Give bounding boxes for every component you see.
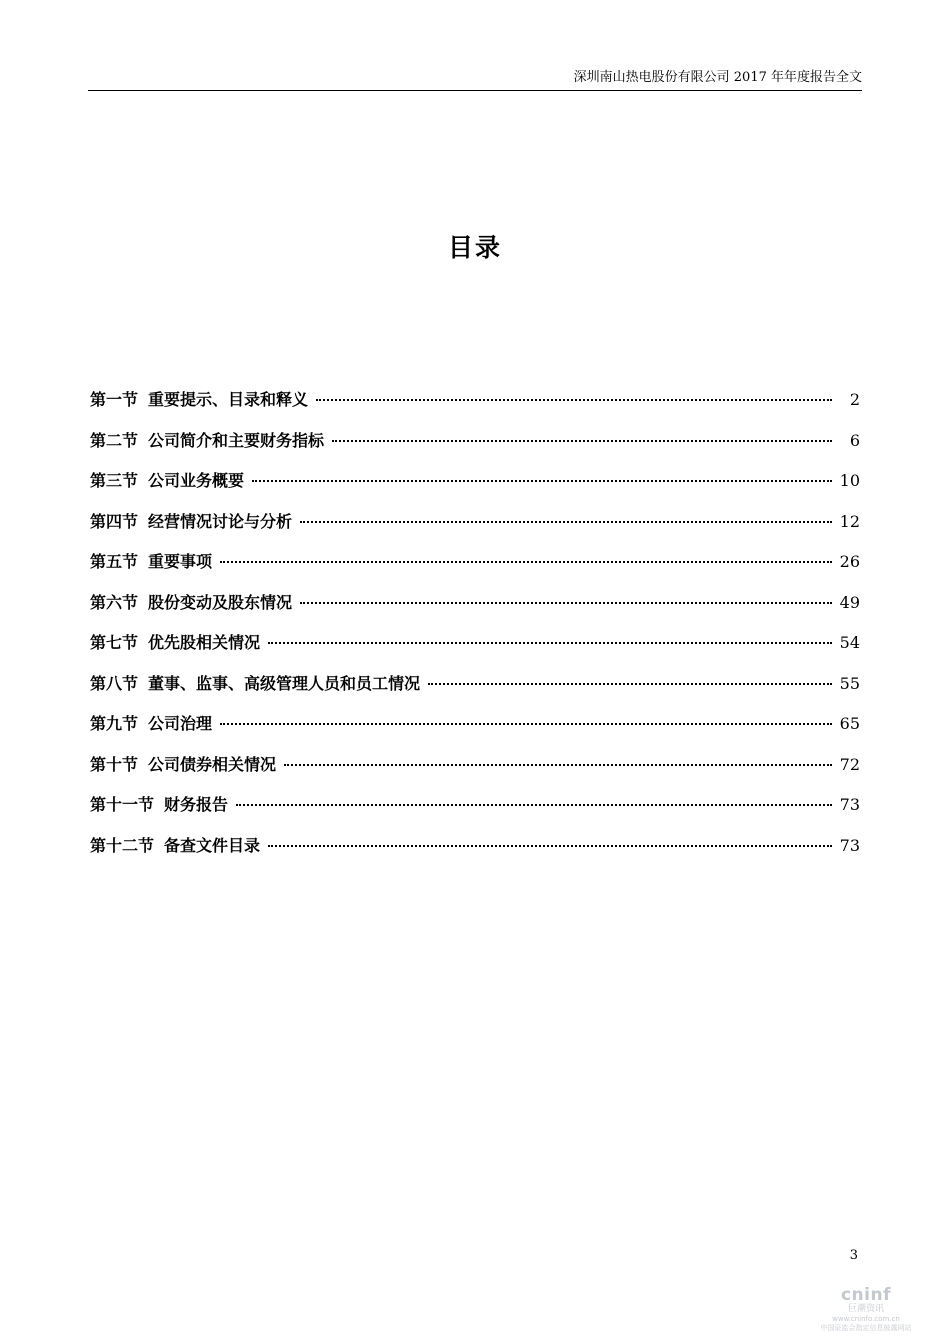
toc-section-title: 重要提示、目录和释义: [148, 390, 309, 409]
toc-section-number: 第十一节: [90, 795, 155, 814]
toc-page-number: 73: [839, 835, 860, 855]
footer-page-number: 3: [849, 1248, 858, 1263]
dot-leader: [300, 521, 832, 523]
toc-section-number: 第三节: [90, 471, 139, 490]
dot-leader: [220, 723, 832, 725]
toc-page-number: 54: [839, 633, 860, 652]
toc-section-number: 第二节: [90, 430, 139, 450]
toc-entry[interactable]: [90, 509, 860, 550]
dot-leader: [268, 642, 832, 644]
toc-page-number: 73: [839, 795, 860, 814]
toc-page-number: 12: [839, 511, 860, 531]
toc-section-title: 股份变动及股东情况: [148, 592, 293, 612]
header-company-report-title: 深圳南山热电股份有限公司 2017 年年度报告全文: [573, 70, 862, 85]
toc-section-number: 第九节: [90, 714, 139, 733]
toc-section-number: 第七节: [90, 633, 139, 652]
watermark-url: www.cninfo.com.cn: [832, 1315, 900, 1323]
toc-section-title: 重要事项: [148, 552, 213, 571]
toc-page-number: 26: [839, 552, 860, 571]
toc-section-number: 第六节: [90, 592, 139, 612]
toc-entry[interactable]: [90, 387, 860, 428]
toc-entry[interactable]: [90, 428, 860, 469]
dot-leader: [316, 399, 832, 401]
toc-section-title: 备查文件目录: [164, 835, 261, 855]
toc-page-number: 10: [839, 471, 860, 490]
toc-entry[interactable]: [90, 792, 860, 833]
toc-section-title: 公司债券相关情况: [148, 754, 277, 774]
toc-page-number: 49: [839, 592, 860, 612]
toc-entry[interactable]: [90, 468, 860, 509]
dot-leader: [236, 804, 832, 806]
watermark-org: 中国证监会指定信息披露网站: [820, 1324, 912, 1332]
cninfo-watermark: [806, 1286, 926, 1333]
toc-page-number: 55: [839, 673, 860, 693]
page-header: [88, 64, 862, 91]
dot-leader: [284, 764, 832, 766]
toc-section-title: 经营情况讨论与分析: [148, 511, 293, 531]
dot-leader: [428, 683, 832, 685]
table-of-contents: [90, 387, 860, 873]
toc-entry[interactable]: [90, 549, 860, 590]
toc-entry[interactable]: [90, 671, 860, 712]
toc-page-number: 65: [839, 714, 860, 733]
toc-section-title: 公司简介和主要财务指标: [148, 430, 325, 450]
toc-section-title: 公司业务概要: [148, 471, 245, 490]
toc-entry[interactable]: [90, 590, 860, 631]
toc-page-number: 6: [849, 430, 860, 450]
dot-leader: [252, 480, 832, 482]
toc-entry[interactable]: [90, 833, 860, 874]
toc-section-title: 公司治理: [148, 714, 213, 733]
toc-section-title: 董事、监事、高级管理人员和员工情况: [148, 673, 421, 693]
toc-section-number: 第四节: [90, 511, 139, 531]
dot-leader: [300, 602, 832, 604]
dot-leader: [332, 440, 832, 442]
toc-section-number: 第十二节: [90, 835, 155, 855]
dot-leader: [268, 845, 832, 847]
toc-entry[interactable]: [90, 630, 860, 671]
page-title: 目录: [447, 233, 502, 262]
toc-section-number: 第八节: [90, 673, 139, 693]
toc-page-number: 2: [849, 390, 860, 409]
cninfo-logo: cninf: [840, 1285, 891, 1305]
toc-section-number: 第十节: [90, 754, 139, 774]
toc-entry[interactable]: [90, 711, 860, 752]
toc-section-title: 财务报告: [164, 795, 229, 814]
dot-leader: [220, 561, 832, 563]
toc-section-number: 第一节: [90, 390, 139, 409]
toc-section-number: 第五节: [90, 552, 139, 571]
toc-section-title: 优先股相关情况: [148, 633, 261, 652]
toc-entry[interactable]: [90, 752, 860, 793]
watermark-name: 巨潮资讯: [847, 1304, 884, 1314]
toc-page-number: 72: [839, 754, 860, 774]
